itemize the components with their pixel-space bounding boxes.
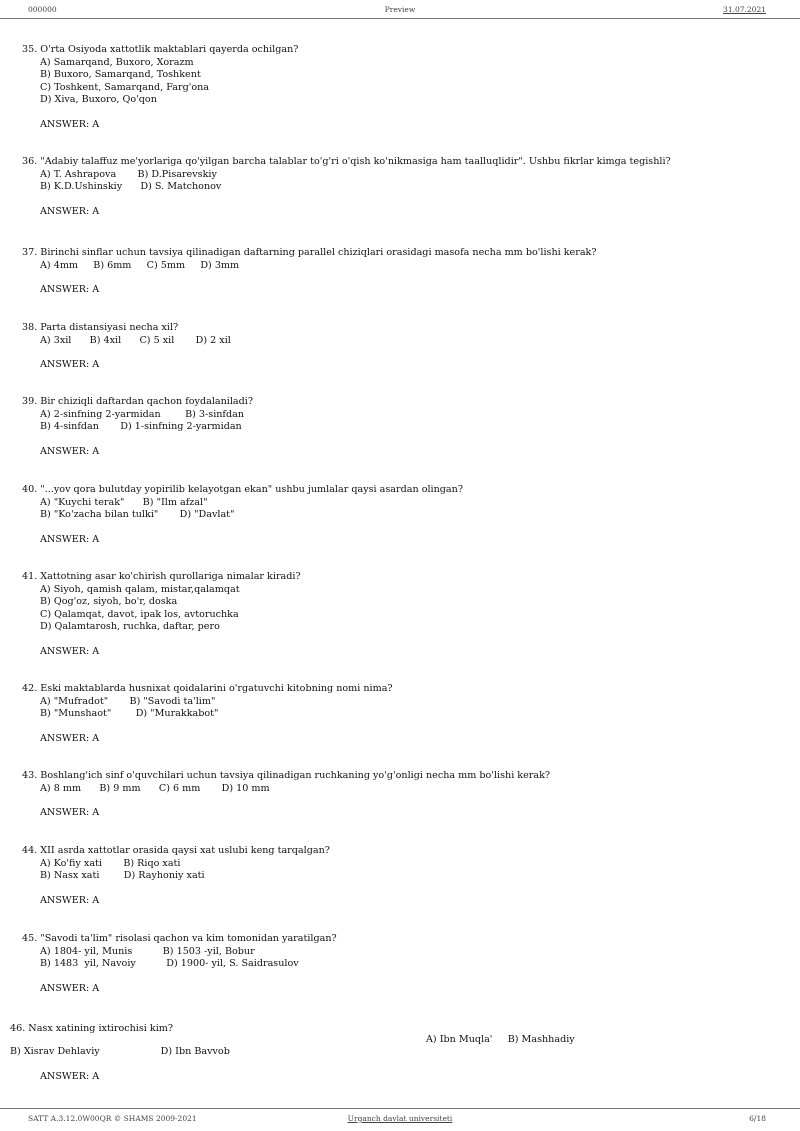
question-options (40, 409, 762, 434)
answer-label: ANSWER: A (40, 732, 100, 744)
option-line: A) Samarqand, Buxoro, Xorazm (40, 56, 194, 68)
question-options (40, 696, 762, 721)
question-options (40, 335, 762, 348)
question-options (40, 858, 762, 883)
answer-label: ANSWER: A (40, 118, 100, 130)
question-46-answer: ANSWER: A (40, 1071, 100, 1082)
question-stem: 45. "Savodi ta'lim" risolasi qachon va kim tomonidan yaratilgan? (22, 933, 337, 944)
question-stem: 37. Birinchi sinflar uchun tavsiya qilinadigan daftarning parallel chiziqlari orasidagi masofa necha mm bo'lishi kerak? (22, 247, 597, 258)
answer-label: ANSWER: A (40, 284, 100, 295)
question-stem: 44. XII asrda xattotlar orasida qaysi xat uslubi keng tarqalgan? (22, 845, 330, 856)
answer-label: ANSWER: A (40, 445, 100, 457)
question-stem: 38. Parta distansiyasi necha xil? (22, 322, 179, 333)
question-block (22, 44, 762, 131)
question-options (40, 497, 762, 522)
question-block (22, 322, 762, 372)
question-stem: 39. Bir chiziqli daftardan qachon foydalaniladi? (22, 396, 253, 407)
header-id: 000000 (28, 5, 57, 14)
option-line: A) 3xil B) 4xil C) 5 xil D) 2 xil (40, 334, 231, 346)
question-options (40, 169, 762, 194)
footer-page-number: 6/18 (749, 1114, 766, 1123)
option-line: A) "Kuychi terak" B) "Ilm afzal" (40, 496, 208, 508)
question-block (22, 571, 762, 658)
option-line: C) Qalamqat, davot, ipak los, avtoruchka (40, 608, 239, 620)
option-line: D) Xiva, Buxoro, Qo'qon (40, 94, 157, 105)
footer-university: Urganch davlat universiteti (347, 1114, 453, 1123)
answer-label: ANSWER: A (40, 894, 100, 906)
question-stem: 41. Xattotning asar ko'chirish qurollariga nimalar kiradi? (22, 571, 301, 582)
question-options (40, 584, 762, 634)
option-line: B) Qog'oz, siyoh, bo'r, doska (40, 596, 178, 607)
option-line: A) T. Ashrapova B) D.Pisarevskiy (40, 168, 217, 180)
question-block (22, 770, 762, 820)
option-line: B) "Ko'zacha bilan tulki" D) "Davlat" (40, 509, 235, 520)
question-block (22, 484, 762, 546)
question-block (22, 933, 762, 995)
option-line: B) "Munshaot" D) "Murakkabot" (40, 708, 219, 719)
option-line: B) Nasx xati D) Rayhoniy xati (40, 870, 205, 881)
answer-label: ANSWER: A (40, 807, 100, 818)
header-date: 31.07.2021 (723, 5, 766, 14)
question-stem: 35. O'rta Osiyoda xattotlik maktablari qayerda ochilgan? (22, 44, 299, 55)
footer-copyright: SATT A.3.12.0W00QR © SHAMS 2009-2021 (28, 1114, 197, 1123)
question-block (22, 396, 762, 458)
option-line: A) 2-sinfning 2-yarmidan B) 3-sinfdan (40, 408, 245, 420)
question-options (40, 946, 762, 971)
question-stem: 42. Eski maktablarda husnixat qoidalarini o'rgatuvchi kitobning nomi nima? (22, 683, 393, 694)
question-block (22, 845, 762, 907)
option-line: A) Siyoh, qamish qalam, mistar,qalamqat (40, 583, 240, 595)
page-footer (0, 1108, 800, 1129)
question-options (40, 260, 762, 273)
option-line: A) "Mufradot" B) "Savodi ta'lim" (40, 695, 216, 707)
option-line: B) Buxoro, Samarqand, Toshkent (40, 69, 201, 80)
question-stem: 43. Boshlang'ich sinf o'quvchilari uchun tavsiya qilinadigan ruchkaning yo'g'onligi necha mm bo'lishi kerak? (22, 770, 551, 781)
option-line: B) K.D.Ushinskiy D) S. Matchonov (40, 181, 222, 192)
question-46-options-left: B) Xisrav Dehlaviy D) Ibn Bavvob (10, 1046, 230, 1057)
answer-label: ANSWER: A (40, 359, 100, 370)
question-46-options-right: A) Ibn Muqla' B) Mashhadiy (426, 1034, 575, 1045)
question-46-stem: 46. Nasx xatining ixtirochisi kim? (10, 1023, 174, 1034)
answer-label: ANSWER: A (40, 533, 100, 545)
option-line: A) 8 mm B) 9 mm C) 6 mm D) 10 mm (40, 782, 270, 794)
page-header (0, 0, 800, 19)
answer-label: ANSWER: A (40, 205, 100, 217)
option-line: A) 4mm B) 6mm C) 5mm D) 3mm (40, 259, 240, 271)
option-line: B) 4-sinfdan D) 1-sinfning 2-yarmidan (40, 421, 242, 432)
question-options (40, 783, 762, 796)
question-stem: 36. "Adabiy talaffuz me'yorlariga qo'yilgan barcha talablar to'g'ri o'qish ko'nikmasiga ham taalluqlidir". Ushbu fikrlar kimga tegishli? (22, 156, 671, 167)
option-line: A) Ko'fiy xati B) Riqo xati (40, 857, 181, 869)
answer-label: ANSWER: A (40, 645, 100, 657)
answer-label: ANSWER: A (40, 982, 100, 994)
question-stem: 40. "...yov qora bulutday yopirilib kelayotgan ekan" ushbu jumlalar qaysi asardan olingan? (22, 484, 463, 495)
header-title: Preview (384, 5, 416, 14)
question-options (40, 57, 762, 107)
question-block (22, 683, 762, 745)
option-line: D) Qalamtarosh, ruchka, daftar, pero (40, 621, 220, 632)
option-line: A) 1804- yil, Munis B) 1503 -yil, Bobur (40, 945, 255, 957)
option-line: B) 1483 yil, Navoiy D) 1900- yil, S. Saidrasulov (40, 958, 299, 969)
question-block (22, 247, 762, 297)
option-line: C) Toshkent, Samarqand, Farg'ona (40, 81, 210, 93)
question-block (22, 156, 762, 218)
